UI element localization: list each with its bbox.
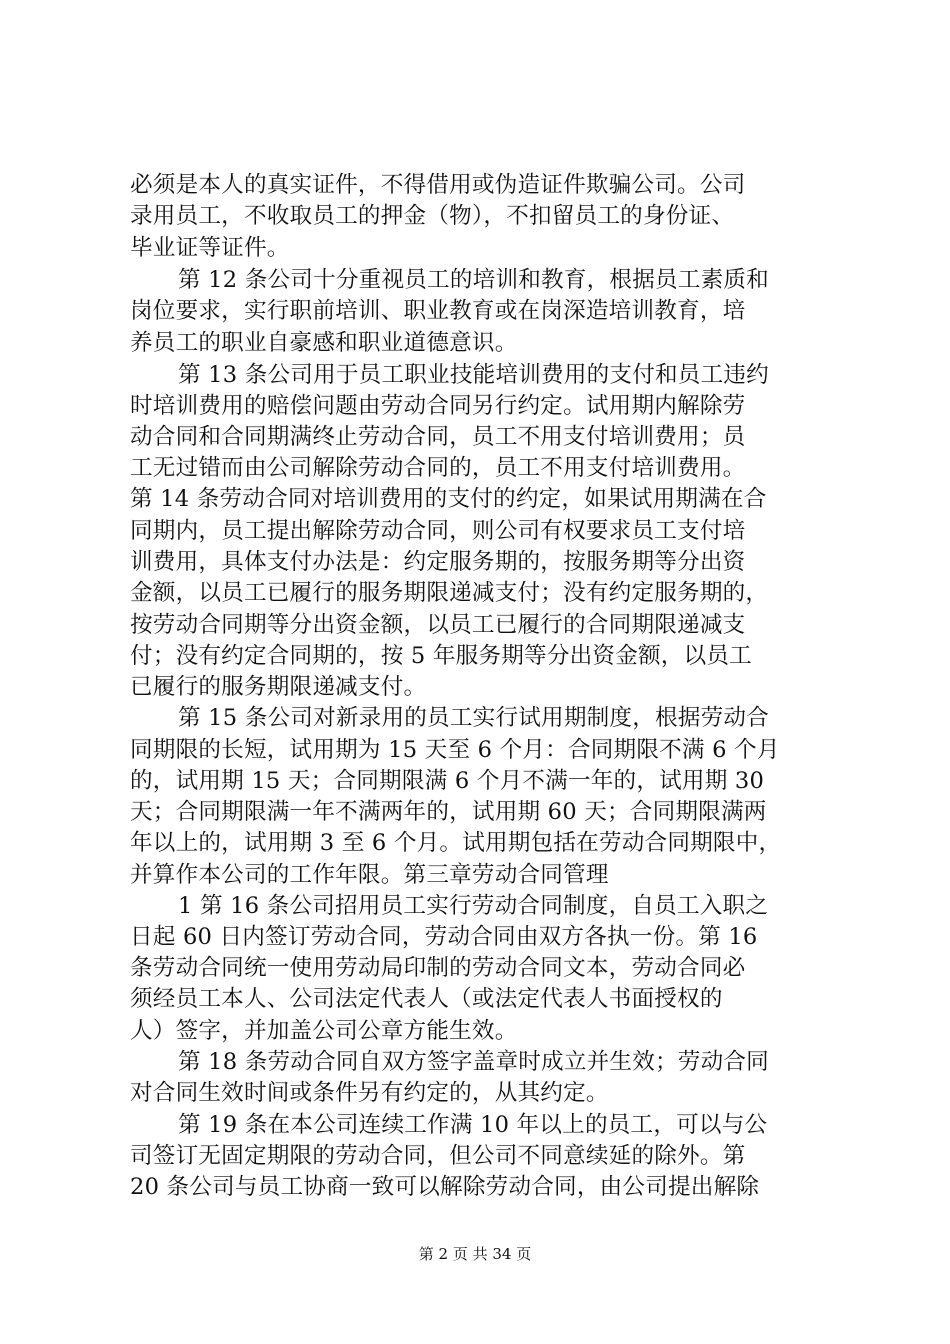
text-line: 第 18 条劳动合同自双方签字盖章时成立并生效；劳动合同	[178, 1049, 769, 1075]
text-line: 并算作本公司的工作年限。第三章劳动合同管理	[130, 862, 609, 888]
text-line: 必须是本人的真实证件，不得借用或伪造证件欺骗公司。公司	[130, 172, 746, 198]
text-line: 天；合同期限满一年不满两年的，试用期 60 天；合同期限满两	[130, 799, 767, 825]
text-line: 司签订无固定期限的劳动合同，但公司不同意续延的除外。第	[130, 1143, 746, 1169]
text-line: 条劳动合同统一使用劳动局印制的劳动合同文本，劳动合同必	[130, 955, 746, 981]
text-line: 的，试用期 15 天；合同期限满 6 个月不满一年的，试用期 30	[130, 768, 765, 794]
text-line: 金额，以员工已履行的服务期限递减支付；没有约定服务期的，	[130, 580, 769, 606]
text-line: 对合同生效时间或条件另有约定的，从其约定。	[130, 1080, 609, 1106]
text-line: 同期限的长短，试用期为 15 天至 6 个月：合同期限不满 6 个月	[130, 737, 780, 763]
text-line: 第 13 条公司用于员工职业技能培训费用的支付和员工违约	[178, 362, 769, 388]
text-line: 日起 60 日内签订劳动合同，劳动合同由双方各执一份。第 16	[130, 924, 758, 950]
text-line: 1 第 16 条公司招用员工实行劳动合同制度，自员工入职之	[178, 893, 769, 919]
text-line: 时培训费用的赔偿问题由劳动合同另行约定。试用期内解除劳	[130, 393, 746, 419]
text-line: 工无过错而由公司解除劳动合同的，员工不用支付培训费用。	[130, 455, 746, 481]
text-line: 养员工的职业自豪感和职业道德意识。	[130, 330, 518, 356]
text-line: 付；没有约定合同期的，按 5 年服务期等分出资金额，以员工	[130, 643, 752, 669]
text-line: 第 19 条在本公司连续工作满 10 年以上的员工，可以与公	[178, 1112, 768, 1138]
text-line: 第 14 条劳动合同对培训费用的支付的约定，如果试用期满在合	[130, 486, 767, 512]
text-line: 第 12 条公司十分重视员工的培训和教育，根据员工素质和	[178, 267, 769, 293]
text-line: 动合同和合同期满终止劳动合同，员工不用支付培训费用；员	[130, 424, 746, 450]
text-line: 岗位要求，实行职前培训、职业教育或在岗深造培训教育，培	[130, 298, 746, 324]
page-footer: 第 2 页 共 34 页	[418, 1245, 532, 1263]
text-line: 20 条公司与员工协商一致可以解除劳动合同，由公司提出解除	[130, 1174, 760, 1200]
text-line: 同期内，员工提出解除劳动合同，则公司有权要求员工支付培	[130, 518, 746, 544]
text-line: 按劳动合同期等分出资金额，以员工已履行的合同期限递减支	[130, 612, 746, 638]
text-line: 第 15 条公司对新录用的员工实行试用期制度，根据劳动合	[178, 705, 769, 731]
text-line: 毕业证等证件。	[130, 235, 290, 261]
text-line: 须经员工本人、公司法定代表人（或法定代表人书面授权的	[130, 986, 723, 1012]
text-line: 录用员工，不收取员工的押金（物），不扣留员工的身份证、	[130, 203, 735, 229]
text-line: 年以上的，试用期 3 至 6 个月。试用期包括在劳动合同期限中，	[130, 830, 782, 856]
text-line: 已履行的服务期限递减支付。	[130, 674, 427, 700]
text-line: 人）签字，并加盖公司公章方能生效。	[130, 1018, 518, 1044]
text-line: 训费用，具体支付办法是：约定服务期的，按服务期等分出资	[130, 549, 746, 575]
